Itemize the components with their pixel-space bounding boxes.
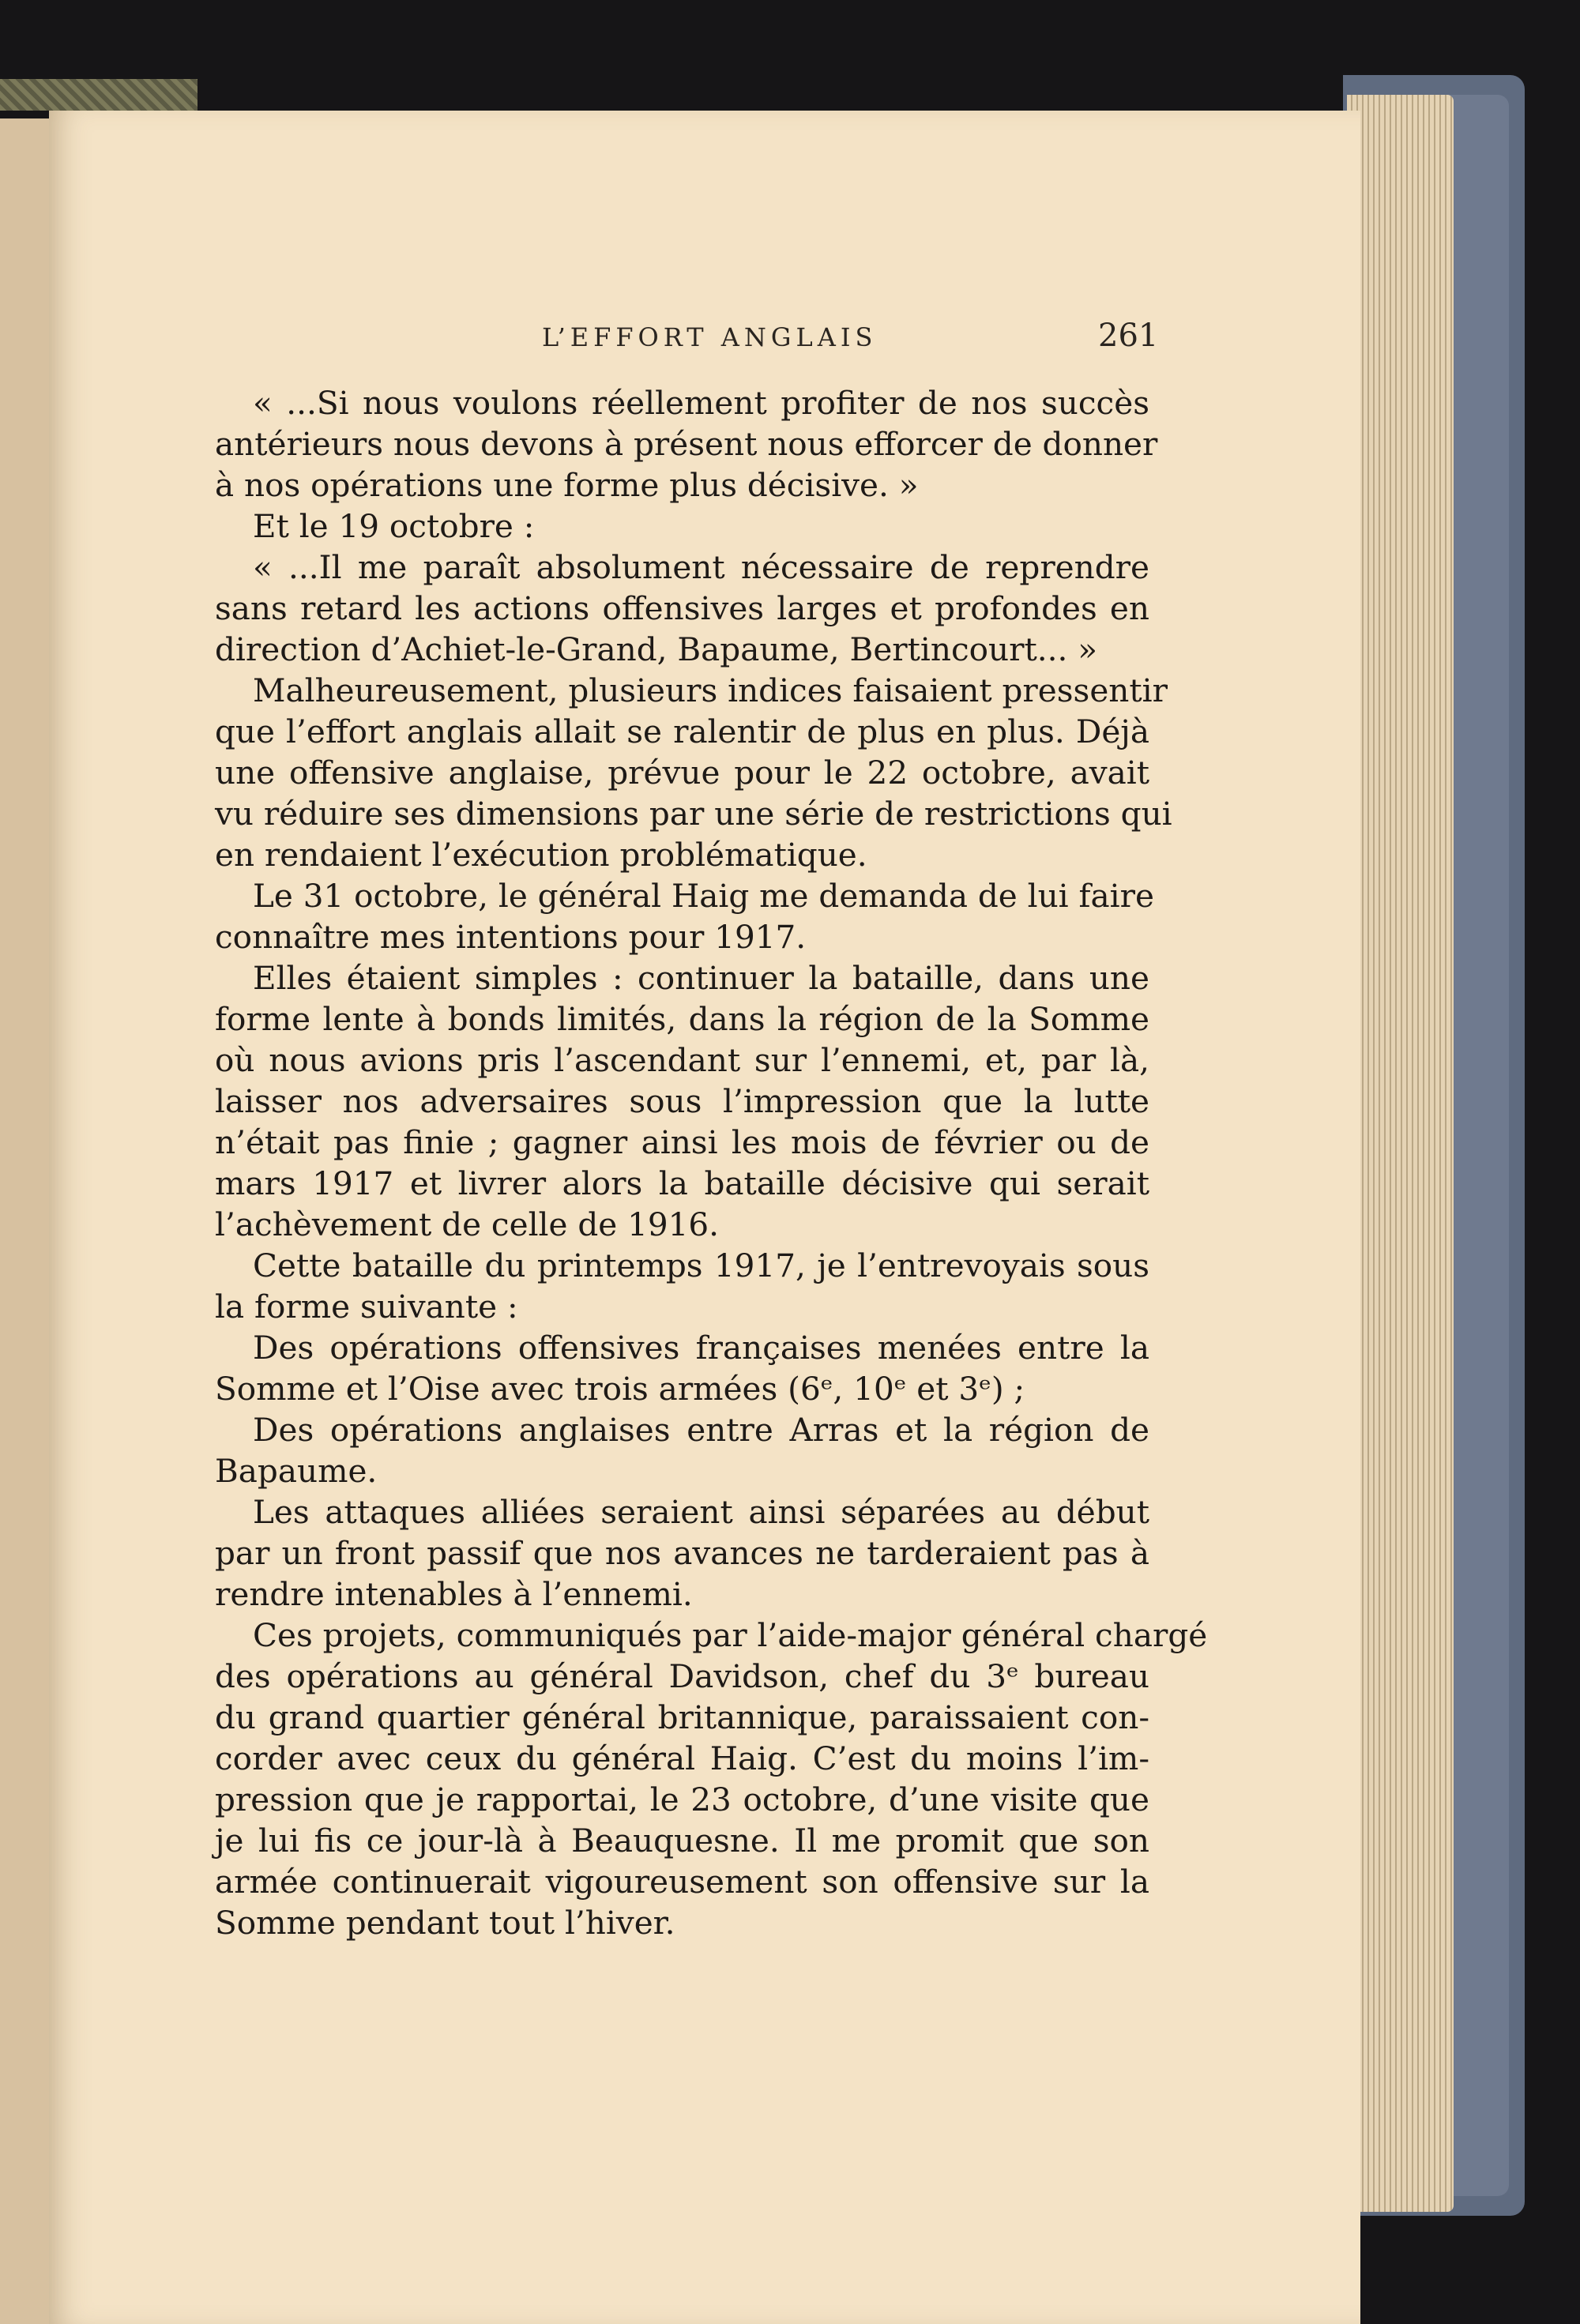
text-line: n’était pas finie ; gagner ainsi les mois de février ou de [215,1123,1149,1161]
text-line: que l’effort anglais allait se ralentir de plus en plus. Déjà [215,713,1149,750]
running-head: L’EFFORT ANGLAIS [542,322,878,352]
text-line: Elles étaient simples : continuer la bataille, dans une [253,959,1149,997]
text-line: Somme pendant tout l’hiver. [215,1904,675,1942]
text-line: antérieurs nous devons à présent nous efforcer de donner [215,425,1158,463]
text-line: Ces projets, communiqués par l’aide-major général chargé [253,1616,1208,1654]
text-line: direction d’Achiet-le-Grand, Bapaume, Bertincourt... » [215,630,1098,668]
text-line: pression que je rapportai, le 23 octobre, d’une visite que [215,1781,1149,1818]
text-line: en rendaient l’exécution problématique. [215,836,867,874]
page-edges [1347,95,1454,2212]
text-line: rendre intenables à l’ennemi. [215,1575,693,1613]
text-line: connaître mes intentions pour 1917. [215,918,807,956]
text-line: Et le 19 octobre : [253,507,535,545]
text-line: la forme suivante : [215,1288,518,1326]
text-line: corder avec ceux du général Haig. C’est du moins l’im- [215,1739,1149,1777]
text-line: vu réduire ses dimensions par une série de restrictions qui [215,795,1172,833]
text-line: je lui fis ce jour-là à Beauquesne. Il me promit que son [215,1822,1149,1860]
text-line: Somme et l’Oise avec trois armées (6ᵉ, 10ᵉ et 3ᵉ) ; [215,1370,1025,1408]
text-line: laisser nos adversaires sous l’impression que la lutte [215,1082,1149,1120]
body-text [215,382,1208,1943]
text-line: une offensive anglaise, prévue pour le 22 octobre, avait [215,754,1149,792]
text-line: Des opérations anglaises entre Arras et la région de [253,1411,1149,1449]
text-line: « ...Il me paraît absolument nécessaire de reprendre [253,548,1149,586]
text-line: où nous avions pris l’ascendant sur l’ennemi, et, par là, [215,1041,1149,1079]
text-line: à nos opérations une forme plus décisive. » [215,466,919,504]
text-line: Malheureusement, plusieurs indices faisaient pressentir [253,671,1168,709]
text-line: armée continuerait vigoureusement son offensive sur la [215,1863,1149,1901]
text-line: du grand quartier général britannique, paraissaient con- [215,1698,1149,1736]
text-line: forme lente à bonds limités, dans la région de la Somme [215,1000,1149,1038]
text-line: l’achèvement de celle de 1916. [215,1205,720,1243]
cloth-binding [0,79,198,111]
text-line: Des opérations offensives françaises menées entre la [253,1329,1149,1367]
text-line: Le 31 octobre, le général Haig me demanda de lui faire [253,877,1154,915]
text-line: par un front passif que nos avances ne tarderaient pas à [215,1534,1149,1572]
text-line: Les attaques alliées seraient ainsi séparées au début [253,1493,1149,1531]
text-line: des opérations au général Davidson, chef du 3ᵉ bureau [215,1657,1149,1695]
text-line: mars 1917 et livrer alors la bataille décisive qui serait [215,1164,1149,1202]
text-line: Bapaume. [215,1452,378,1490]
page-number: 261 [1098,318,1159,354]
text-line: sans retard les actions offensives larges et profondes en [215,589,1149,627]
text-line: « ...Si nous voulons réellement profiter de nos succès [253,384,1149,422]
text-line: Cette bataille du printemps 1917, je l’entrevoyais sous [253,1247,1149,1284]
